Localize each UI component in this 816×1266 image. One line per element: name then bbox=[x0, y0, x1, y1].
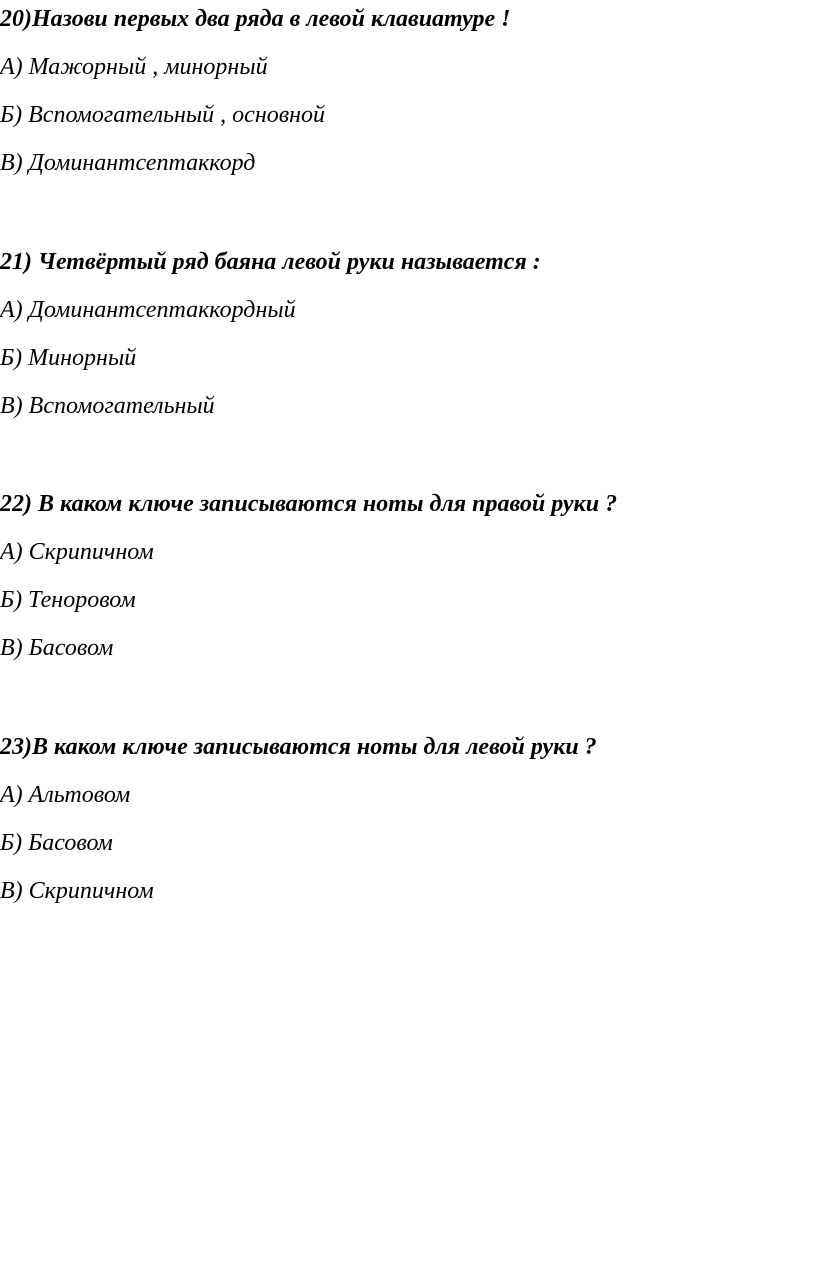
question-title: 22) В каком ключе записываются ноты для правой руки ? bbox=[0, 491, 618, 517]
answer-option-c: В) Скрипичном bbox=[0, 878, 154, 904]
question-22 bbox=[0, 492, 816, 684]
question-21 bbox=[0, 250, 816, 442]
question-title: 23)В каком ключе записываются ноты для левой руки ? bbox=[0, 734, 597, 760]
answer-option-b: Б) Басовом bbox=[0, 830, 113, 856]
question-20 bbox=[0, 7, 816, 199]
answer-option-a: А) Мажорный , минорный bbox=[0, 54, 268, 80]
answer-option-a: А) Скрипичном bbox=[0, 539, 154, 565]
answer-option-b: Б) Минорный bbox=[0, 345, 137, 371]
answer-option-c: В) Доминантсептаккорд bbox=[0, 150, 256, 176]
question-23 bbox=[0, 735, 816, 927]
answer-option-a: А) Альтовом bbox=[0, 782, 131, 808]
answer-option-a: А) Доминантсептаккордный bbox=[0, 297, 296, 323]
answer-option-c: В) Вспомогательный bbox=[0, 393, 215, 419]
answer-option-b: Б) Вспомогательный , основной bbox=[0, 102, 326, 128]
question-title: 21) Четвёртый ряд баяна левой руки называется : bbox=[0, 249, 541, 275]
answer-option-b: Б) Теноровом bbox=[0, 587, 136, 613]
answer-option-c: В) Басовом bbox=[0, 635, 114, 661]
question-title: 20)Назови первых два ряда в левой клавиатуре ! bbox=[0, 6, 511, 32]
